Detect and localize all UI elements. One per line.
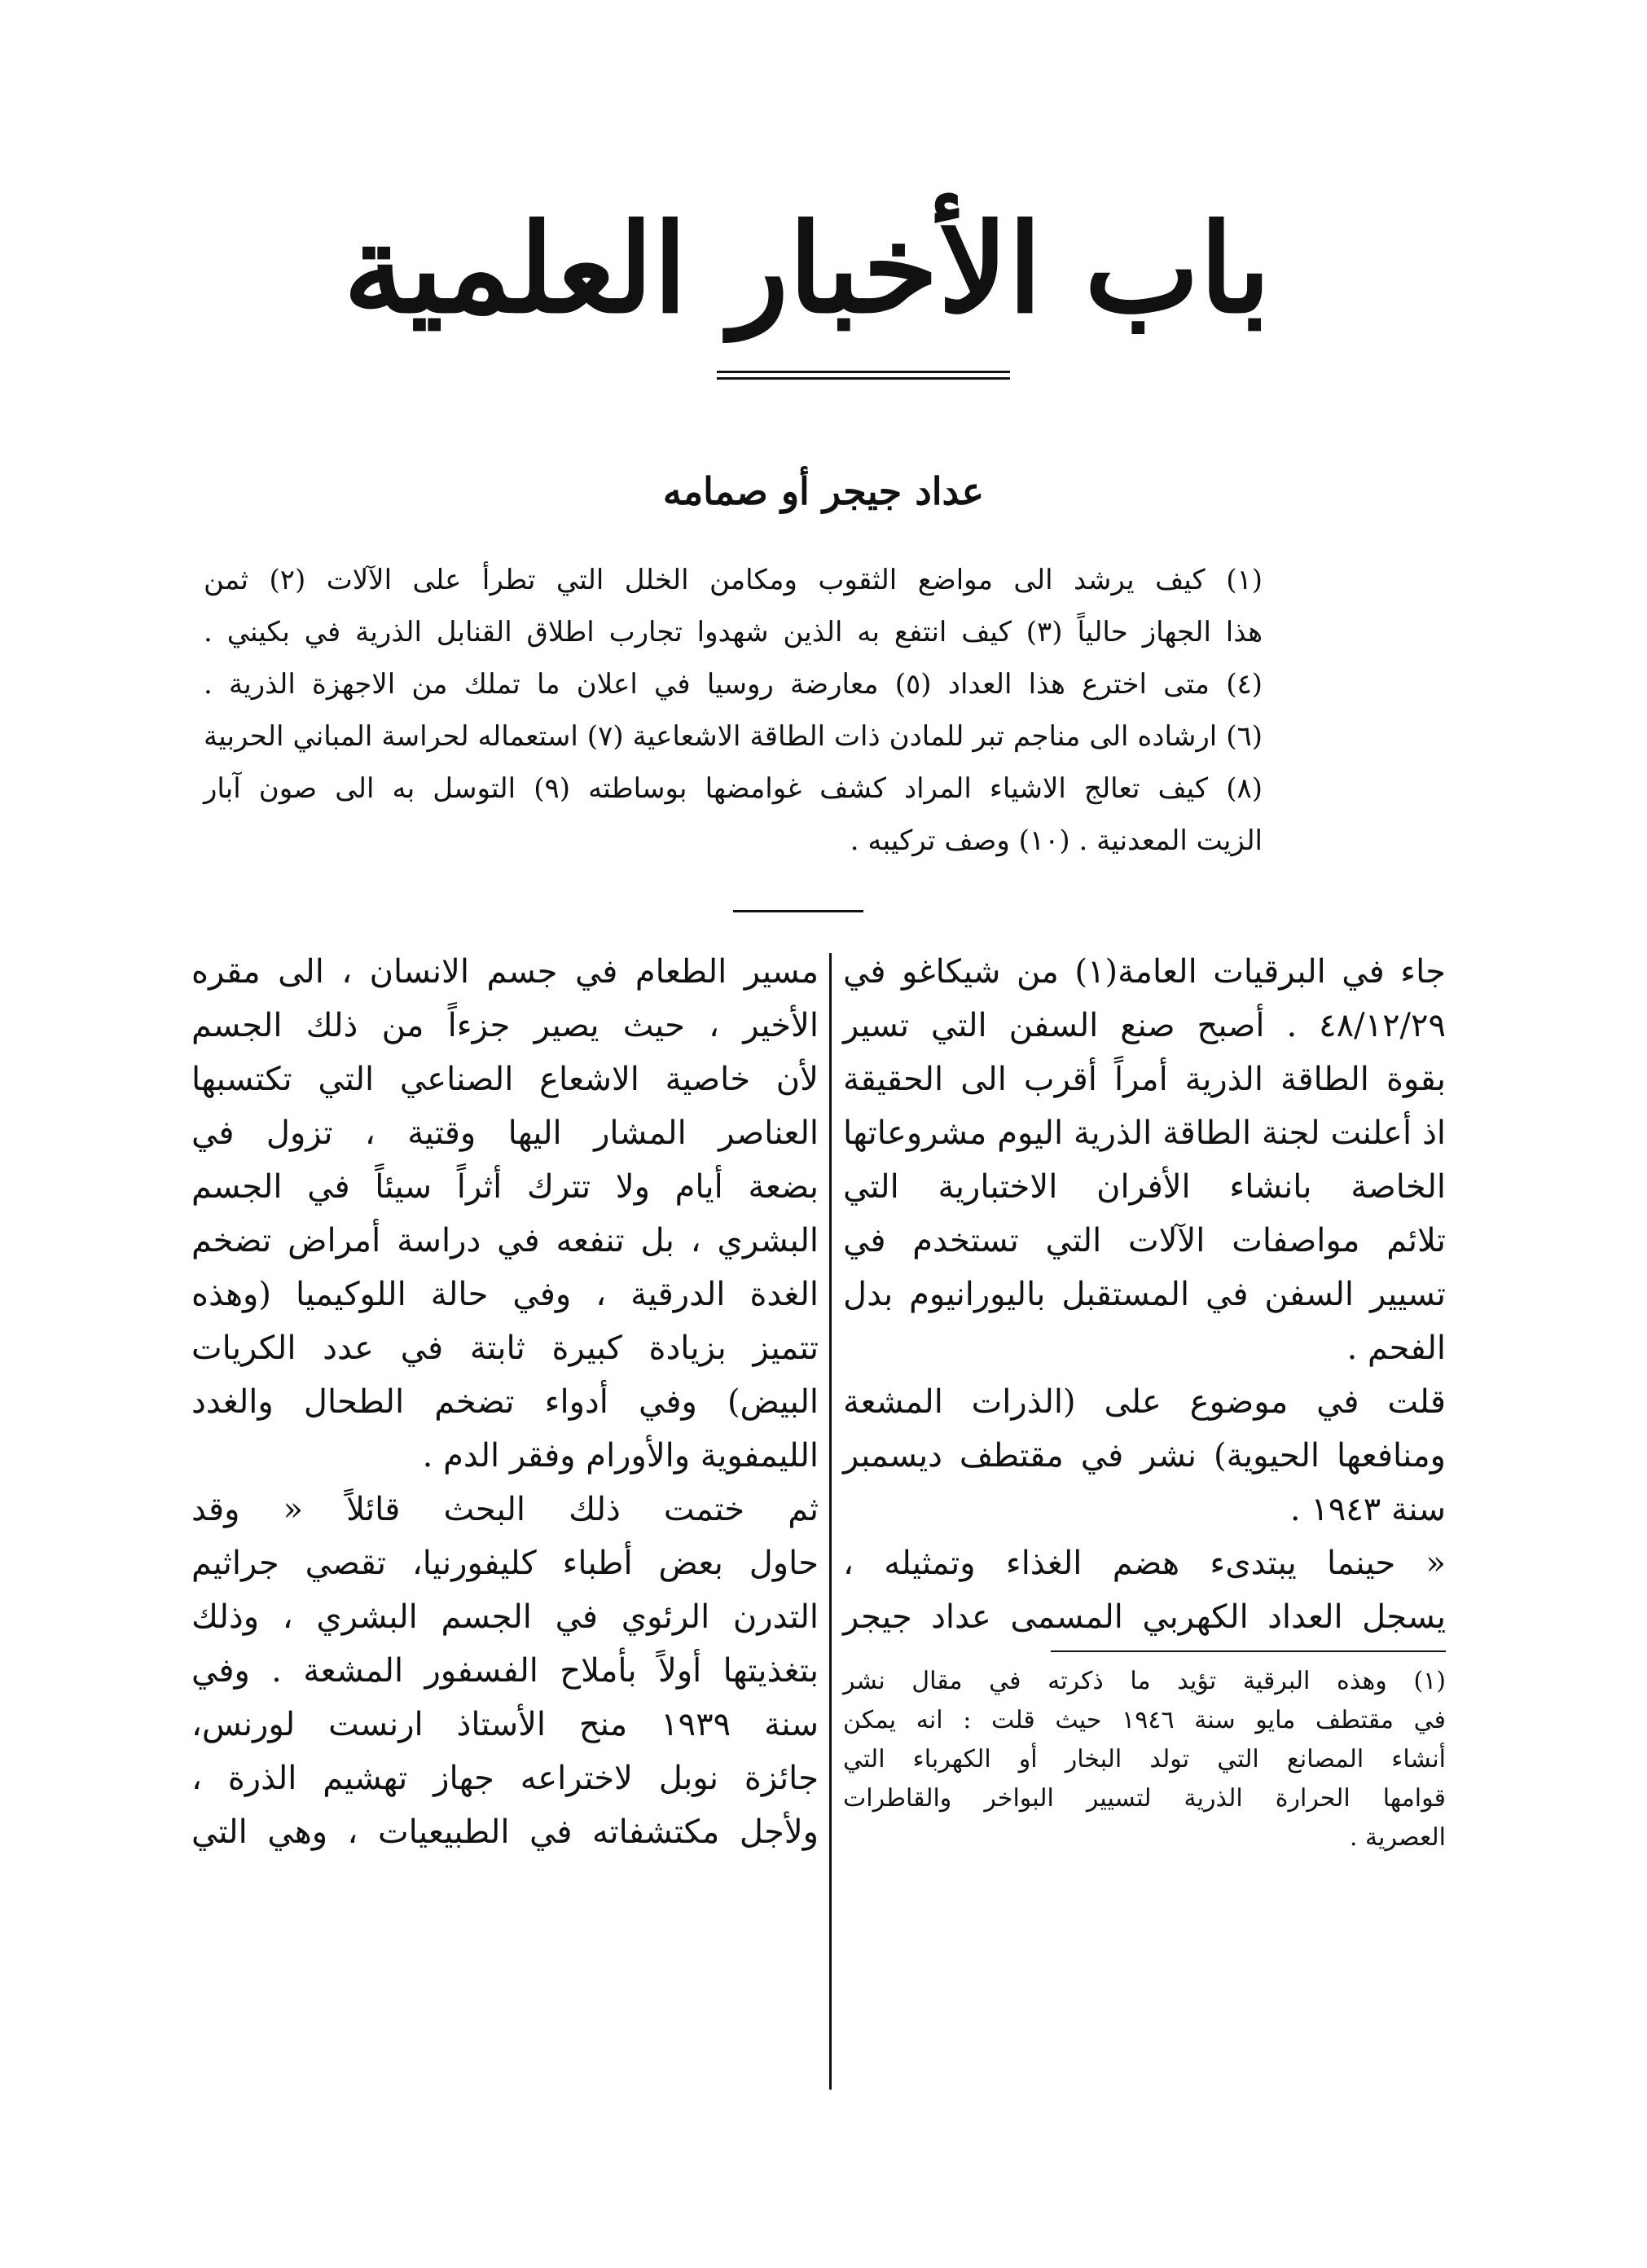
body-line: ولأجل مكتشفاته في الطبيعيات ، وهي التي bbox=[191, 1813, 819, 1851]
summary-line: (٤) متى اخترع هذا العداد (٥) معارضة روسيا في اعلان ما تملك من الاجهزة الذرية . bbox=[204, 668, 1263, 701]
body-line: البشري ، بل تنفعه في دراسة أمراض تضخم bbox=[191, 1222, 819, 1259]
left-column bbox=[191, 945, 819, 1859]
footnote-line: في مقتطف مايو سنة ١٩٤٦ حيث قلت : انه يمكن bbox=[843, 1706, 1446, 1734]
body-line: بقوة الطاقة الذرية أمراً أقرب الى الحقيقة bbox=[843, 1061, 1446, 1098]
body-line: البيض) وفي أدواء تضخم الطحال والغدد bbox=[191, 1383, 819, 1421]
section-divider bbox=[733, 910, 863, 912]
footnote-line: أنشاء المصانع التي تولد البخار أو الكهرباء التي bbox=[843, 1745, 1446, 1774]
body-line: تتميز بزيادة كبيرة ثابتة في عدد الكريات bbox=[191, 1330, 819, 1367]
body-line: « حينما يبتدىء هضم الغذاء وتمثيله ، bbox=[843, 1545, 1446, 1582]
body-line: بتغذيتها أولاً بأملاح الفسفور المشعة . وفي bbox=[191, 1652, 819, 1690]
body-line: يسجل العداد الكهربي المسمى عداد جيجر bbox=[843, 1598, 1446, 1636]
body-line: اذ أعلنت لجنة الطاقة الذرية اليوم مشروعاتها bbox=[843, 1114, 1446, 1152]
body-line: الفحم . bbox=[1346, 1330, 1446, 1367]
summary-line: (٦) ارشاده الى مناجم تبر للمادن ذات الطاقة الاشعاعية (٧) استعماله لحراسة المباني الحربية bbox=[204, 720, 1263, 753]
body-line: الليمفوية والأورام وفقر الدم . bbox=[422, 1437, 819, 1475]
summary-line: الزيت المعدنية . (١٠) وصف تركيبه . bbox=[850, 824, 1263, 857]
article-summary bbox=[204, 554, 1263, 867]
header-rule-top bbox=[717, 371, 1010, 373]
body-line: جائزة نوبل لاختراعه جهاز تهشيم الذرة ، bbox=[191, 1760, 819, 1797]
footnote bbox=[843, 1662, 1446, 1857]
body-line: سنة ١٩٣٩ منح الأستاذ ارنست لورنس، bbox=[191, 1706, 819, 1743]
summary-line: (١) كيف يرشد الى مواضع الثقوب ومكامن الخلل التي تطرأ على الآلات (٢) ثمن bbox=[204, 564, 1263, 596]
body-line: الغدة الدرقية ، وفي حالة اللوكيميا (وهذه bbox=[191, 1276, 819, 1313]
body-line: ٤٨/١٢/٢٩ . أصبح صنع السفن التي تسير bbox=[843, 1007, 1446, 1044]
body-line: حاول بعض أطباء كليفورنيا، تقصي جراثيم bbox=[191, 1545, 819, 1582]
right-column bbox=[843, 945, 1446, 1644]
footnote-rule bbox=[1051, 1650, 1446, 1652]
summary-line: هذا الجهاز حالياً (٣) كيف انتفع به الذين شهدوا تجارب اطلاق القنابل الذرية في بكيني . bbox=[204, 616, 1263, 648]
body-line: جاء في البرقيات العامة(١) من شيكاغو في bbox=[843, 953, 1446, 991]
header-rule-bottom bbox=[717, 377, 1010, 380]
body-line: الأخير ، حيث يصير جزءاً من ذلك الجسم bbox=[191, 1007, 819, 1044]
article-title: عداد جيجر أو صمامه bbox=[662, 469, 985, 513]
body-line: قلت في موضوع على (الذرات المشعة bbox=[843, 1383, 1446, 1421]
footnote-line: (١) وهذه البرقية تؤيد ما ذكرته في مقال نشر bbox=[843, 1667, 1446, 1695]
body-line: تسيير السفن في المستقبل باليورانيوم بدل bbox=[843, 1276, 1446, 1313]
body-line: ثم ختمت ذلك البحث قائلاً « وقد bbox=[191, 1491, 819, 1528]
body-line: الخاصة بانشاء الأفران الاختبارية التي bbox=[843, 1168, 1446, 1206]
body-line: بضعة أيام ولا تترك أثراً سيئاً في الجسم bbox=[191, 1168, 819, 1206]
body-line: لأن خاصية الاشعاع الصناعي التي تكتسبها bbox=[191, 1061, 819, 1098]
body-line: سنة ١٩٤٣ . bbox=[1289, 1491, 1446, 1528]
body-line: تلائم مواصفات الآلات التي تستخدم في bbox=[843, 1222, 1446, 1259]
column-divider bbox=[829, 953, 832, 2090]
footnote-line: العصرية . bbox=[1349, 1823, 1446, 1852]
footnote-line: قوامها الحرارة الذرية لتسيير البواخر والقاطرات bbox=[843, 1784, 1446, 1813]
body-line: مسير الطعام في جسم الانسان ، الى مقره bbox=[191, 953, 819, 991]
body-line: التدرن الرئوي في الجسم البشري ، وذلك bbox=[191, 1598, 819, 1636]
body-line: ومنافعها الحيوية) نشر في مقتطف ديسمبر bbox=[843, 1437, 1446, 1475]
summary-line: (٨) كيف تعالج الاشياء المراد كشف غوامضها بوساطته (٩) التوسل به الى صون آبار bbox=[204, 772, 1263, 805]
body-line: العناصر المشار اليها وقتية ، تزول في bbox=[191, 1114, 819, 1152]
section-header-title: باب الأخبار العلمية bbox=[343, 197, 1271, 341]
